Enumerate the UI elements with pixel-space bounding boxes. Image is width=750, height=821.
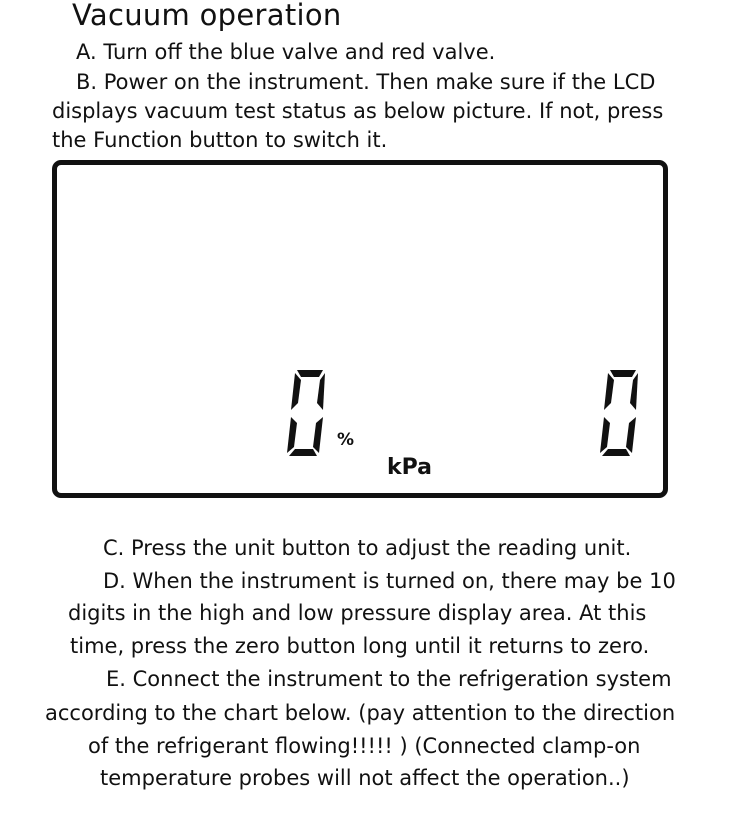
step-d-line3: time, press the zero button long until it returns to zero. bbox=[70, 634, 650, 658]
step-b-line2: displays vacuum test status as below picture. If not, press bbox=[52, 99, 664, 123]
step-e-line1: E. Connect the instrument to the refrigeration system bbox=[106, 667, 672, 691]
step-a: A. Turn off the blue valve and red valve. bbox=[76, 40, 496, 64]
step-d-line2: digits in the high and low pressure display area. At this bbox=[68, 601, 647, 625]
step-b-line3: the Function button to switch it. bbox=[52, 128, 388, 152]
step-e-line4: temperature probes will not affect the operation..) bbox=[100, 766, 630, 790]
lcd-right-digit-0 bbox=[600, 370, 638, 456]
step-c: C. Press the unit button to adjust the reading unit. bbox=[103, 536, 632, 560]
lcd-digits bbox=[57, 165, 663, 493]
step-b-line1: B. Power on the instrument. Then make sure if the LCD bbox=[76, 70, 656, 94]
lcd-kpa-unit: kPa bbox=[387, 455, 433, 480]
lcd-left-digit-0 bbox=[287, 370, 325, 456]
lcd-display bbox=[52, 160, 668, 498]
step-d-line1: D. When the instrument is turned on, there may be 10 bbox=[103, 569, 676, 593]
lcd-percent-unit: % bbox=[337, 430, 355, 450]
page-title: Vacuum operation bbox=[72, 0, 342, 32]
step-e-line2: according to the chart below. (pay attention to the direction bbox=[45, 701, 676, 725]
step-e-line3: of the refrigerant flowing!!!!! ) (Connected clamp-on bbox=[88, 734, 641, 758]
